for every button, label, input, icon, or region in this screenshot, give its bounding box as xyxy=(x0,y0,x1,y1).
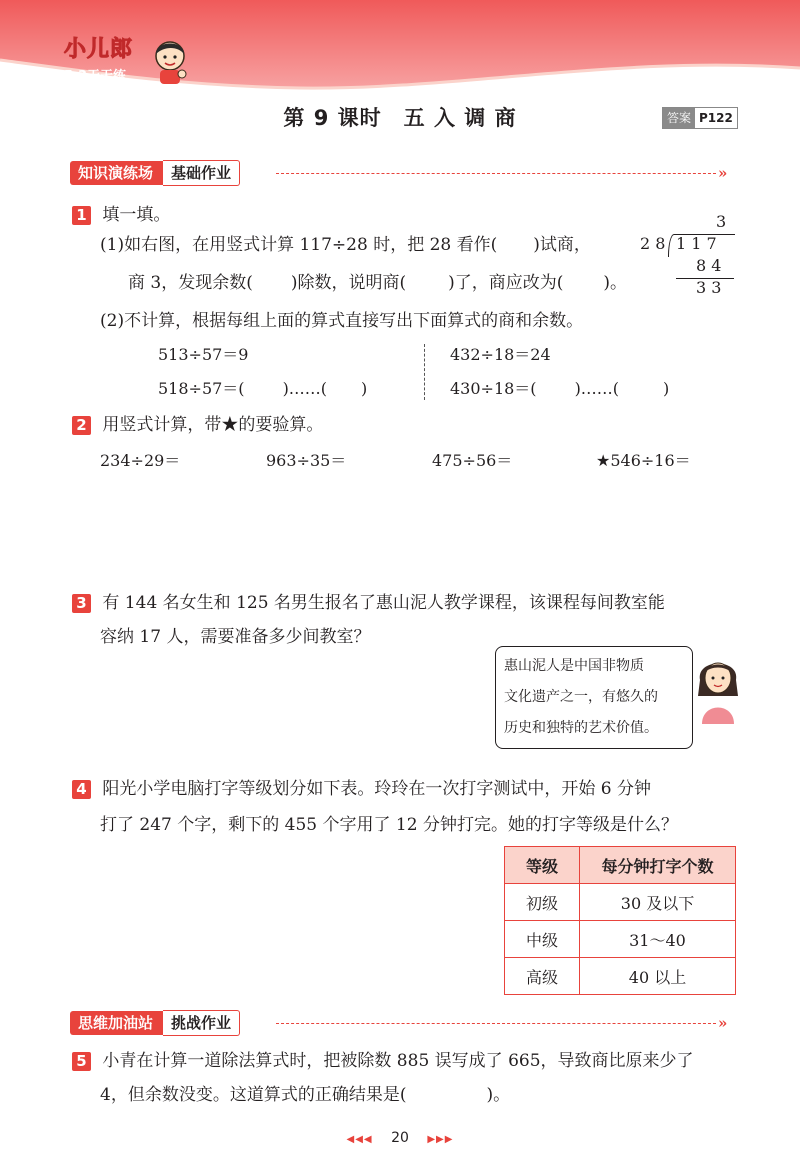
q1-eq-b2-c: ) xyxy=(663,379,670,398)
table-row xyxy=(505,921,736,958)
section-challenge-header xyxy=(70,1010,240,1036)
table-cell-count: 30 及以下 xyxy=(580,884,736,921)
ld-quotient: 3 xyxy=(716,212,727,231)
section-basic-sub: 基础作业 xyxy=(163,160,240,186)
bubble-line-2: 文化遗产之一，有悠久的 xyxy=(504,689,658,705)
ld-dividend: 1 1 7 xyxy=(676,234,717,253)
table-cell-count: 31～40 xyxy=(580,921,736,958)
ld-divisor: 2 8 xyxy=(640,234,666,253)
section-basic-header xyxy=(70,160,240,186)
q3-line1 xyxy=(72,590,665,616)
q1-header xyxy=(72,202,170,228)
section-challenge-sub: 挑战作业 xyxy=(163,1010,240,1036)
q1-p1-text-d: )除数，说明商( xyxy=(290,273,407,293)
table-cell-level: 初级 xyxy=(505,884,580,921)
q2-number: 2 xyxy=(72,416,91,435)
q1-title: 填一填。 xyxy=(102,205,171,225)
section-challenge-arrow-icon: » xyxy=(718,1014,728,1032)
table-header-level: 等级 xyxy=(505,847,580,884)
brand-logo xyxy=(64,32,133,84)
q1-p1-text-b: )试商， xyxy=(533,235,591,255)
q3-number: 3 xyxy=(72,594,91,613)
girl-character-icon xyxy=(694,650,742,728)
q1-eq-a2 xyxy=(158,376,367,402)
answer-ref xyxy=(662,107,738,129)
footer-left-arrows: ◀◀◀ xyxy=(346,1134,373,1145)
q1-eq-a2-b: )……( xyxy=(282,379,328,398)
q1-p1-text-e: )了，商应改为( xyxy=(448,273,564,293)
bubble-line-1: 惠山泥人是中国非物质 xyxy=(504,658,644,674)
q1-p1-text-f: )。 xyxy=(603,273,628,293)
section-challenge-divider xyxy=(276,1023,716,1024)
q1-eq-b1: 432÷18＝24 xyxy=(450,345,551,364)
page-title: 第 9 课时 五 入 调 商 xyxy=(283,106,517,130)
q1-part1-line2 xyxy=(128,270,627,296)
q1-eq-a1: 513÷57＝9 xyxy=(158,345,249,364)
table-cell-count: 40 以上 xyxy=(580,958,736,995)
q1-part2-text: (2)不计算，根据每组上面的算式直接写出下面算式的商和余数。 xyxy=(100,311,584,331)
q5-text-2a: 4，但余数没变。这道算式的正确结果是( xyxy=(100,1085,407,1105)
q1-number: 1 xyxy=(72,206,91,225)
q1-eq-a2-c: ) xyxy=(361,379,368,398)
q1-eq-a2-a: 518÷57＝( xyxy=(158,379,245,398)
page-number: 20 xyxy=(391,1130,409,1146)
q1-p1-text-c: 商 3，发现余数( xyxy=(128,273,253,293)
q1-eq-b2 xyxy=(450,376,669,402)
q5-line2 xyxy=(100,1082,510,1108)
bubble-line-3: 历史和独特的艺术价值。 xyxy=(504,720,658,736)
q4-number: 4 xyxy=(72,780,91,799)
footer-right-arrows: ▶▶▶ xyxy=(427,1134,454,1145)
section-basic-tag: 知识演练场 xyxy=(70,161,163,185)
table-header-count: 每分钟打字个数 xyxy=(580,847,736,884)
q4-work-area[interactable] xyxy=(100,846,490,986)
brand-top: 小儿郎 xyxy=(64,37,134,62)
long-division-figure xyxy=(640,212,740,302)
q1-eq-b2-b: )……( xyxy=(574,379,620,398)
q2-expr-4: ★546÷16＝ xyxy=(596,451,691,470)
section-basic-divider xyxy=(276,173,716,174)
section-basic-arrow-icon: » xyxy=(718,164,728,182)
brand-bottom: 5·3天天练 xyxy=(64,69,127,84)
page-footer xyxy=(0,1130,800,1146)
q5-line1 xyxy=(72,1048,694,1074)
q2-expr-3: 475÷56＝ xyxy=(432,451,513,470)
answer-tag: 答案 xyxy=(663,108,695,128)
q5-number: 5 xyxy=(72,1052,91,1071)
q5-text-1: 小青在计算一道除法算式时，把被除数 885 误写成了 665，导致商比原来少了 xyxy=(102,1051,694,1071)
ld-product: 8 4 xyxy=(696,256,722,275)
q2-title: 用竖式计算，带★的要验算。 xyxy=(102,415,324,435)
table-row xyxy=(505,958,736,995)
q2-header xyxy=(72,412,323,438)
q5-text-2b: )。 xyxy=(486,1085,511,1105)
q4-text-1: 阳光小学电脑打字等级划分如下表。玲玲在一次打字测试中，开始 6 分钟 xyxy=(102,779,652,799)
table-row xyxy=(505,884,736,921)
q4-line1 xyxy=(72,776,651,802)
q1-p1-text-a: (1)如右图，在用竖式计算 117÷28 时，把 28 看作( xyxy=(100,235,498,255)
q3-speech-bubble xyxy=(495,646,693,749)
section-challenge-tag: 思维加油站 xyxy=(70,1011,163,1035)
typing-level-table xyxy=(504,846,736,995)
q2-work-area[interactable] xyxy=(100,480,740,580)
q1-eq-divider xyxy=(424,344,425,400)
q3-text-2: 容纳 17 人，需要准备多少间教室？ xyxy=(100,627,371,647)
table-header-row xyxy=(505,847,736,884)
q1-eq-b2-a: 430÷18＝( xyxy=(450,379,537,398)
ld-remainder: 3 3 xyxy=(696,278,722,297)
table-cell-level: 高级 xyxy=(505,958,580,995)
table-cell-level: 中级 xyxy=(505,921,580,958)
q3-text-1: 有 144 名女生和 125 名男生报名了惠山泥人教学课程，该课程每间教室能 xyxy=(102,593,665,613)
q2-expr-2: 963÷35＝ xyxy=(266,451,347,470)
answer-page: P122 xyxy=(699,111,733,125)
q1-part1-line1 xyxy=(100,232,591,258)
q4-text-2: 打了 247 个字，剩下的 455 个字用了 12 分钟打完。她的打字等级是什么？ xyxy=(100,815,678,835)
q2-expr-1: 234÷29＝ xyxy=(100,451,181,470)
q3-work-area[interactable] xyxy=(100,656,480,766)
mascot-boy-icon xyxy=(148,38,192,90)
